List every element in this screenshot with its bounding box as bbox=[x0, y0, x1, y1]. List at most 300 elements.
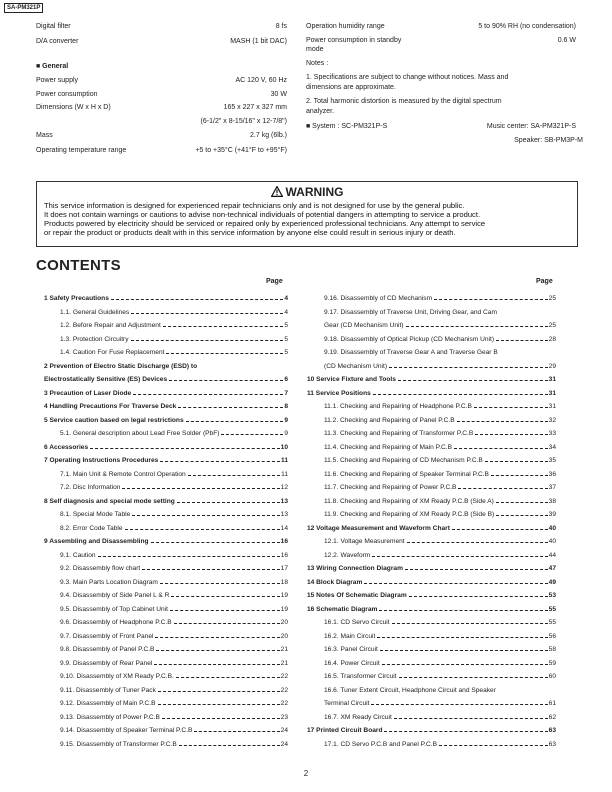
toc-entry[interactable] bbox=[324, 308, 556, 317]
toc-entry[interactable] bbox=[324, 618, 556, 627]
toc-leader bbox=[398, 375, 548, 381]
toc-entry[interactable] bbox=[324, 659, 556, 668]
model-tag: SA-PM321P bbox=[4, 3, 43, 13]
spec-section-heading: ■ General bbox=[36, 63, 69, 70]
toc-entry-page: 56 bbox=[548, 632, 556, 640]
spec-label: Operating temperature range bbox=[36, 147, 127, 154]
toc-entry-page: 10 bbox=[280, 443, 288, 451]
toc-entry[interactable] bbox=[44, 402, 288, 411]
toc-entry[interactable] bbox=[60, 348, 288, 357]
toc-entry-title: 9.17. Disassembly of Traverse Unit, Driving Gear, and Cam bbox=[324, 308, 497, 316]
toc-entry[interactable] bbox=[60, 699, 288, 708]
toc-entry[interactable] bbox=[44, 497, 288, 506]
toc-entry-page: 25 bbox=[548, 295, 556, 302]
toc-leader bbox=[199, 362, 287, 368]
toc-leader bbox=[170, 605, 280, 611]
toc-entry[interactable] bbox=[60, 429, 288, 438]
toc-entry[interactable] bbox=[324, 294, 556, 303]
toc-entry-page: 62 bbox=[548, 713, 556, 721]
toc-leader bbox=[125, 524, 280, 530]
toc-entry-title: Electrostatically Sensitive (ES) Devices bbox=[44, 376, 168, 383]
toc-entry[interactable] bbox=[60, 605, 288, 614]
toc-entry-page: 63 bbox=[548, 727, 556, 734]
toc-entry-title: Gear (CD Mechanism Unit) bbox=[324, 322, 404, 329]
spec-value: MASH (1 bit DAC) bbox=[230, 38, 287, 45]
toc-entry-page: 20 bbox=[280, 632, 288, 640]
toc-leader bbox=[160, 578, 280, 584]
toc-entry-title: 11.7. Checking and Repairing of Power P.C.B bbox=[324, 484, 457, 491]
toc-leader bbox=[98, 551, 280, 557]
toc-entry[interactable] bbox=[324, 686, 556, 695]
toc-leader bbox=[111, 294, 283, 300]
warning-line: or repair the product or products dealt with in this service information by anyone else could result in serious injury or death. bbox=[44, 228, 456, 237]
toc-entry-page: 55 bbox=[548, 619, 556, 626]
toc-entry-title: 9.16. Disassembly of CD Mechanism bbox=[324, 295, 433, 302]
toc-entry-page: 22 bbox=[280, 686, 288, 694]
toc-entry-title: 16 Schematic Diagram bbox=[307, 605, 378, 613]
toc-entry-page: 13 bbox=[280, 497, 288, 505]
page-number: 2 bbox=[303, 769, 309, 778]
toc-entry[interactable] bbox=[324, 645, 556, 654]
toc-leader bbox=[174, 618, 280, 624]
toc-leader bbox=[452, 524, 548, 530]
toc-entry-title: 11 Service Positions bbox=[307, 389, 371, 397]
toc-leader bbox=[496, 335, 548, 341]
toc-entry-title: 11.5. Checking and Repairing of CD Mechanism P.C.B bbox=[324, 457, 483, 464]
warning-title: WARNING bbox=[285, 185, 344, 199]
toc-entry-page: 49 bbox=[548, 578, 556, 586]
toc-entry[interactable] bbox=[307, 591, 556, 600]
toc-entry-title: 9.14. Disassembly of Speaker Terminal P.C.B bbox=[60, 727, 193, 734]
toc-leader bbox=[90, 443, 280, 449]
music-center: Music center: SA-PM321P-S bbox=[486, 123, 576, 130]
standby-value: 0.6 W bbox=[557, 37, 576, 44]
toc-entry-title: 3 Precaution of Laser Diode bbox=[44, 389, 132, 397]
toc-entry-page: 60 bbox=[548, 673, 556, 680]
toc-entry[interactable] bbox=[60, 686, 288, 695]
toc-entry-page: 22 bbox=[280, 673, 288, 680]
toc-entry-title: 9.5. Disassembly of Top Cabinet Unit bbox=[60, 605, 168, 613]
toc-entry-title: 5.1. General description about Lead Free Solder (PbF) bbox=[60, 430, 220, 437]
toc-entry[interactable] bbox=[324, 699, 556, 708]
toc-leader bbox=[394, 713, 548, 719]
toc-entry[interactable] bbox=[44, 389, 288, 398]
toc-leader bbox=[377, 632, 547, 638]
spec-value: 30 W bbox=[270, 91, 287, 98]
toc-entry[interactable] bbox=[307, 605, 556, 614]
toc-entry-title: 16.5. Transformer Circuit bbox=[324, 673, 397, 680]
toc-entry-title: 11.3. Checking and Repairing of Transformer P.C.B bbox=[324, 430, 474, 437]
toc-leader bbox=[434, 294, 548, 300]
toc-entry-title: 13 Wiring Connection Diagram bbox=[307, 565, 403, 572]
toc-entry[interactable] bbox=[324, 429, 556, 438]
toc-leader bbox=[131, 335, 284, 341]
toc-entry-page: 61 bbox=[548, 700, 556, 707]
toc-entry-title: 16.2. Main Circuit bbox=[324, 632, 376, 640]
toc-entry-title: 9.13. Disassembly of Power P.C.B bbox=[60, 713, 160, 721]
toc-entry-page: 6 bbox=[284, 376, 288, 383]
toc-entry[interactable] bbox=[324, 362, 556, 371]
toc-entry[interactable] bbox=[324, 713, 556, 722]
toc-entry-title: 1.4. Caution For Fuse Replacement bbox=[60, 349, 165, 356]
toc-entry-title: 9.8. Disassembly of Panel P.C.B bbox=[60, 646, 155, 653]
toc-entry-title: 16.6. Tuner Extent Circuit, Headphone Circuit and Speaker bbox=[324, 686, 496, 694]
toc-entry-title: 8 Self diagnosis and special mode setting bbox=[44, 497, 175, 505]
toc-entry-title: 16.7. XM Ready Circuit bbox=[324, 713, 392, 721]
toc-entry-page: 63 bbox=[548, 740, 556, 748]
toc-entry-title: 4 Handling Precautions For Traverse Deck bbox=[44, 403, 177, 410]
toc-leader bbox=[155, 632, 279, 638]
toc-entry-title: 14 Block Diagram bbox=[307, 578, 363, 586]
toc-leader bbox=[131, 308, 283, 314]
spec-value: AC 120 V, 60 Hz bbox=[235, 77, 287, 84]
toc-entry[interactable] bbox=[324, 470, 556, 479]
toc-entry[interactable] bbox=[44, 416, 288, 425]
toc-leader bbox=[382, 659, 548, 665]
toc-entry-title: 11.8. Checking and Repairing of XM Ready P.C.B (Side A) bbox=[324, 497, 494, 505]
toc-entry[interactable] bbox=[307, 524, 556, 533]
toc-leader bbox=[221, 429, 283, 435]
toc-leader bbox=[166, 348, 283, 354]
toc-leader bbox=[194, 726, 279, 732]
toc-entry-title: 1 Safety Precautions bbox=[44, 295, 109, 302]
toc-entry-title: 17.1. CD Servo P.C.B and Panel P.C.B bbox=[324, 740, 438, 748]
toc-leader bbox=[158, 686, 280, 692]
toc-entry-page: 19 bbox=[280, 605, 288, 613]
toc-entry-title: 9.3. Main Parts Location Diagram bbox=[60, 578, 158, 586]
toc-entry-title: 16.3. Panel Circuit bbox=[324, 646, 378, 653]
toc-entry-page: 55 bbox=[548, 605, 556, 613]
note-1: 1. Specifications are subject to change without notices. Mass and bbox=[306, 74, 509, 81]
spec-value: 165 x 227 x 327 mm bbox=[223, 104, 287, 111]
toc-entry-title: 9.18. Disassembly of Optical Pickup (CD Mechanism Unit) bbox=[324, 335, 495, 343]
toc-leader bbox=[399, 672, 548, 678]
toc-entry[interactable] bbox=[60, 335, 288, 344]
toc-entry-title: Terminal Circuit bbox=[324, 700, 370, 707]
note-2: 2. Total harmonic distortion is measured by the digital spectrum bbox=[306, 98, 502, 105]
toc-entry[interactable] bbox=[60, 321, 288, 330]
toc-entry-title: 12.2. Waveform bbox=[324, 551, 371, 559]
toc-entry[interactable] bbox=[307, 375, 556, 384]
toc-leader bbox=[380, 645, 548, 651]
toc-leader bbox=[439, 740, 548, 746]
toc-entry-page: 13 bbox=[280, 511, 288, 518]
toc-entry-page: 40 bbox=[548, 524, 556, 532]
toc-entry-title: 8.2. Error Code Table bbox=[60, 524, 123, 532]
toc-entry[interactable] bbox=[324, 672, 556, 681]
toc-entry-page: 16 bbox=[280, 551, 288, 559]
toc-entry-title: 9.10. Disassembly of XM Ready P.C.B. bbox=[60, 673, 174, 680]
toc-entry[interactable] bbox=[307, 564, 556, 573]
toc-entry-page: 37 bbox=[548, 484, 556, 491]
toc-leader bbox=[171, 591, 279, 597]
toc-entry-page: 17 bbox=[280, 565, 288, 572]
toc-entry-title: 11.9. Checking and Repairing of XM Ready P.C.B (Side B) bbox=[324, 511, 495, 518]
toc-leader bbox=[496, 497, 548, 503]
toc-entry-page: 4 bbox=[284, 295, 288, 302]
toc-entry-title: 9.11. Disassembly of Tuner Pack bbox=[60, 686, 156, 694]
toc-entry[interactable] bbox=[324, 510, 556, 519]
toc-leader bbox=[176, 672, 280, 678]
toc-leader bbox=[162, 713, 280, 719]
toc-entry-page: 31 bbox=[548, 389, 556, 397]
toc-entry-page: 31 bbox=[548, 376, 556, 383]
toc-entry-title: 16.1. CD Servo Circuit bbox=[324, 619, 390, 626]
toc-entry[interactable] bbox=[324, 348, 556, 357]
spec-label: D/A converter bbox=[36, 38, 79, 45]
toc-entry-page: 8 bbox=[284, 403, 288, 410]
toc-entry[interactable] bbox=[324, 537, 556, 546]
toc-entry-title: 1.2. Before Repair and Adjustment bbox=[60, 322, 161, 329]
toc-entry-page: 5 bbox=[284, 322, 288, 329]
toc-leader bbox=[372, 551, 547, 557]
toc-entry-title: 1.1. General Guidelines bbox=[60, 308, 130, 316]
toc-entry[interactable] bbox=[60, 470, 288, 479]
toc-entry-title: (CD Mechanism Unit) bbox=[324, 362, 388, 370]
toc-leader bbox=[496, 510, 547, 516]
toc-entry-page: 36 bbox=[548, 470, 556, 478]
page-column-header-left: Page bbox=[266, 278, 283, 285]
toc-entry-page: 33 bbox=[548, 430, 556, 437]
toc-entry-page: 28 bbox=[548, 335, 556, 343]
toc-entry-page: 5 bbox=[284, 335, 288, 343]
toc-leader bbox=[458, 483, 547, 489]
toc-leader bbox=[406, 321, 548, 327]
toc-entry-page: 44 bbox=[548, 551, 556, 559]
toc-entry[interactable] bbox=[324, 456, 556, 465]
speaker: Speaker: SB-PM3P-M bbox=[514, 137, 583, 144]
toc-entry[interactable] bbox=[44, 456, 288, 465]
humidity-value: 5 to 90% RH (no condensation) bbox=[478, 23, 576, 30]
toc-leader bbox=[163, 321, 284, 327]
toc-leader bbox=[500, 348, 555, 354]
toc-entry-title: 11.2. Checking and Repairing of Panel P.C.B bbox=[324, 416, 455, 424]
toc-entry-page: 38 bbox=[548, 497, 556, 505]
toc-entry-title: 10 Service Fixture and Tools bbox=[307, 376, 396, 383]
standby-label-cont: mode bbox=[306, 46, 324, 53]
spec-value: 2.7 kg (6lb.) bbox=[250, 132, 287, 139]
toc-entry-page: 19 bbox=[280, 592, 288, 599]
toc-entry-page: 21 bbox=[280, 659, 288, 667]
toc-entry-title: 9.9. Disassembly of Rear Panel bbox=[60, 659, 153, 667]
system-label: ■ System : SC-PM321P-S bbox=[306, 123, 388, 130]
toc-entry-page: 14 bbox=[280, 524, 288, 532]
toc-entry-page: 9 bbox=[284, 430, 288, 437]
toc-entry-page: 12 bbox=[280, 484, 288, 491]
note-1-cont: dimensions are approximate. bbox=[306, 84, 396, 91]
toc-entry[interactable] bbox=[324, 416, 556, 425]
toc-entry[interactable] bbox=[324, 335, 556, 344]
toc-leader bbox=[160, 456, 280, 462]
toc-entry[interactable] bbox=[60, 618, 288, 627]
spec-value: +5 to +35°C (+41°F to +95°F) bbox=[195, 147, 287, 154]
toc-entry[interactable] bbox=[307, 389, 556, 398]
toc-entry-title: 15 Notes Of Schematic Diagram bbox=[307, 592, 407, 599]
toc-entry[interactable] bbox=[60, 564, 288, 573]
toc-leader bbox=[186, 416, 284, 422]
toc-leader bbox=[371, 699, 547, 705]
toc-entry[interactable] bbox=[60, 524, 288, 533]
toc-leader bbox=[491, 470, 548, 476]
toc-entry-page: 11 bbox=[281, 470, 288, 478]
toc-entry-page: 25 bbox=[548, 322, 556, 329]
toc-entry-page: 29 bbox=[548, 362, 556, 370]
toc-entry-page: 34 bbox=[548, 443, 556, 451]
spec-label: Power supply bbox=[36, 77, 79, 84]
toc-entry[interactable] bbox=[324, 443, 556, 452]
spec-value: 8 fs bbox=[275, 23, 287, 30]
toc-entry[interactable] bbox=[44, 362, 288, 371]
toc-entry[interactable] bbox=[60, 510, 288, 519]
toc-entry-page: 53 bbox=[548, 592, 556, 599]
toc-entry-page: 24 bbox=[280, 727, 288, 734]
toc-leader bbox=[177, 497, 280, 503]
toc-entry[interactable] bbox=[307, 726, 556, 735]
toc-entry-page: 4 bbox=[284, 308, 288, 316]
spec-label: Power consumption bbox=[36, 91, 98, 98]
toc-leader bbox=[392, 618, 548, 624]
toc-entry-page: 21 bbox=[280, 646, 288, 653]
toc-leader bbox=[364, 578, 547, 584]
toc-entry-title: 7.1. Main Unit & Remote Control Operation bbox=[60, 470, 186, 478]
toc-leader bbox=[154, 659, 279, 665]
toc-leader bbox=[457, 416, 548, 422]
toc-entry-page: 31 bbox=[548, 403, 556, 410]
toc-entry-page: 20 bbox=[280, 619, 288, 626]
toc-entry[interactable] bbox=[44, 375, 288, 384]
toc-entry[interactable] bbox=[324, 740, 556, 749]
toc-leader bbox=[499, 308, 555, 314]
warning-heading bbox=[37, 185, 577, 199]
toc-entry[interactable] bbox=[60, 308, 288, 317]
toc-entry-page: 18 bbox=[280, 578, 288, 586]
warning-line: Products powered by electricity should be serviced or repaired only by experienced professional technicians. Any attempt to service bbox=[44, 219, 486, 228]
toc-leader bbox=[188, 470, 280, 476]
toc-entry-page: 40 bbox=[548, 538, 556, 545]
toc-leader bbox=[142, 564, 279, 570]
toc-leader bbox=[373, 389, 548, 395]
toc-leader bbox=[158, 699, 280, 705]
spec-label: Digital filter bbox=[36, 23, 71, 30]
notes-title: Notes : bbox=[306, 60, 329, 67]
toc-leader bbox=[384, 726, 547, 732]
toc-entry-page: 32 bbox=[548, 416, 556, 424]
warning-line: This service information is designed for experienced repair technicians only and is not designed for use by the general public. bbox=[44, 201, 465, 210]
toc-entry-title: 9.7. Disassembly of Front Panel bbox=[60, 632, 154, 640]
toc-leader bbox=[474, 402, 548, 408]
toc-leader bbox=[151, 537, 280, 543]
toc-entry-title: 17 Printed Circuit Board bbox=[307, 727, 383, 734]
toc-entry[interactable] bbox=[60, 672, 288, 681]
toc-entry[interactable] bbox=[324, 402, 556, 411]
toc-entry[interactable] bbox=[324, 632, 556, 641]
toc-entry-title: 16.4. Power Circuit bbox=[324, 659, 380, 667]
toc-entry-title: 9.4. Disassembly of Side Panel L & R bbox=[60, 592, 170, 599]
toc-entry-page: 11 bbox=[281, 457, 288, 464]
toc-entry-page: 23 bbox=[280, 713, 288, 721]
contents-title: CONTENTS bbox=[36, 257, 121, 274]
spec-label: Dimensions (W x H x D) bbox=[36, 104, 111, 111]
toc-entry-page: 39 bbox=[548, 511, 556, 518]
toc-entry[interactable] bbox=[60, 632, 288, 641]
toc-entry[interactable] bbox=[60, 713, 288, 722]
toc-entry[interactable] bbox=[324, 483, 556, 492]
toc-entry-title: 9.15. Disassembly of Transformer P.C.B bbox=[60, 740, 177, 748]
toc-leader bbox=[407, 537, 548, 543]
toc-entry-page: 7 bbox=[284, 389, 288, 397]
toc-entry-page: 59 bbox=[548, 659, 556, 667]
toc-entry[interactable] bbox=[60, 740, 288, 749]
toc-entry[interactable] bbox=[60, 578, 288, 587]
standby-label: Power consumption in standby bbox=[306, 37, 402, 44]
toc-entry-page: 24 bbox=[280, 740, 288, 748]
toc-leader bbox=[169, 375, 283, 381]
toc-entry-page: 5 bbox=[284, 349, 288, 356]
toc-leader bbox=[156, 645, 279, 651]
note-2-cont: analyzer. bbox=[306, 108, 335, 115]
toc-entry-page: 35 bbox=[548, 457, 556, 464]
toc-entry[interactable] bbox=[324, 321, 556, 330]
humidity-label: Operation humidity range bbox=[306, 23, 385, 30]
spec-label: Mass bbox=[36, 132, 53, 139]
toc-entry[interactable] bbox=[44, 294, 288, 303]
toc-entry[interactable] bbox=[60, 483, 288, 492]
warning-box bbox=[36, 181, 578, 247]
toc-leader bbox=[475, 429, 547, 435]
toc-entry[interactable] bbox=[60, 726, 288, 735]
toc-entry-title: 9.1. Caution bbox=[60, 551, 96, 559]
toc-entry[interactable] bbox=[307, 578, 556, 587]
toc-entry-title: 9.2. Disassembly flow chart bbox=[60, 565, 141, 572]
toc-entry[interactable] bbox=[44, 443, 288, 452]
toc-entry-title: 11.6. Checking and Repairing of Speaker Terminal P.C.B bbox=[324, 470, 489, 478]
toc-leader bbox=[178, 402, 283, 408]
toc-entry-title: 9.6. Disassembly of Headphone P.C.B bbox=[60, 619, 172, 626]
toc-entry-title: 5 Service caution based on legal restrictions bbox=[44, 416, 184, 424]
toc-leader bbox=[389, 362, 548, 368]
toc-entry-page: 16 bbox=[280, 538, 288, 545]
toc-entry[interactable] bbox=[60, 645, 288, 654]
toc-entry[interactable] bbox=[60, 591, 288, 600]
toc-leader bbox=[454, 443, 548, 449]
toc-leader bbox=[132, 510, 279, 516]
toc-leader bbox=[133, 389, 283, 395]
toc-entry[interactable] bbox=[60, 551, 288, 560]
toc-entry[interactable] bbox=[44, 537, 288, 546]
toc-leader bbox=[379, 605, 547, 611]
toc-entry-page: 9 bbox=[284, 416, 288, 424]
warning-triangle-icon bbox=[271, 186, 283, 197]
toc-entry[interactable] bbox=[60, 659, 288, 668]
toc-entry-title: 12 Voltage Measurement and Waveform Chart bbox=[307, 524, 450, 532]
spec-value: (6-1/2" x 8-15/16" x 12-7/8") bbox=[200, 118, 287, 125]
page-column-header-right: Page bbox=[536, 278, 553, 285]
toc-entry-title: 9.19. Disassembly of Traverse Gear A and Traverse Gear B bbox=[324, 349, 498, 356]
toc-entry-title: 6 Accessories bbox=[44, 443, 89, 451]
toc-leader bbox=[485, 456, 548, 462]
warning-line: It does not contain warnings or cautions to advise non-technical individuals of potential dangers in attempting to service a product. bbox=[44, 210, 481, 219]
toc-entry-title: 12.1. Voltage Measurement bbox=[324, 538, 405, 545]
toc-leader bbox=[122, 483, 279, 489]
toc-entry[interactable] bbox=[324, 497, 556, 506]
toc-leader bbox=[409, 591, 548, 597]
toc-entry-title: 11.4. Checking and Repairing of Main P.C.B bbox=[324, 443, 453, 451]
toc-entry-title: 9.12. Disassembly of Main P.C.B bbox=[60, 700, 156, 707]
toc-entry[interactable] bbox=[324, 551, 556, 560]
toc-entry-title: 7.2. Disc Information bbox=[60, 484, 121, 491]
toc-entry-title: 8.1. Special Mode Table bbox=[60, 511, 131, 518]
toc-entry-page: 47 bbox=[548, 565, 556, 572]
